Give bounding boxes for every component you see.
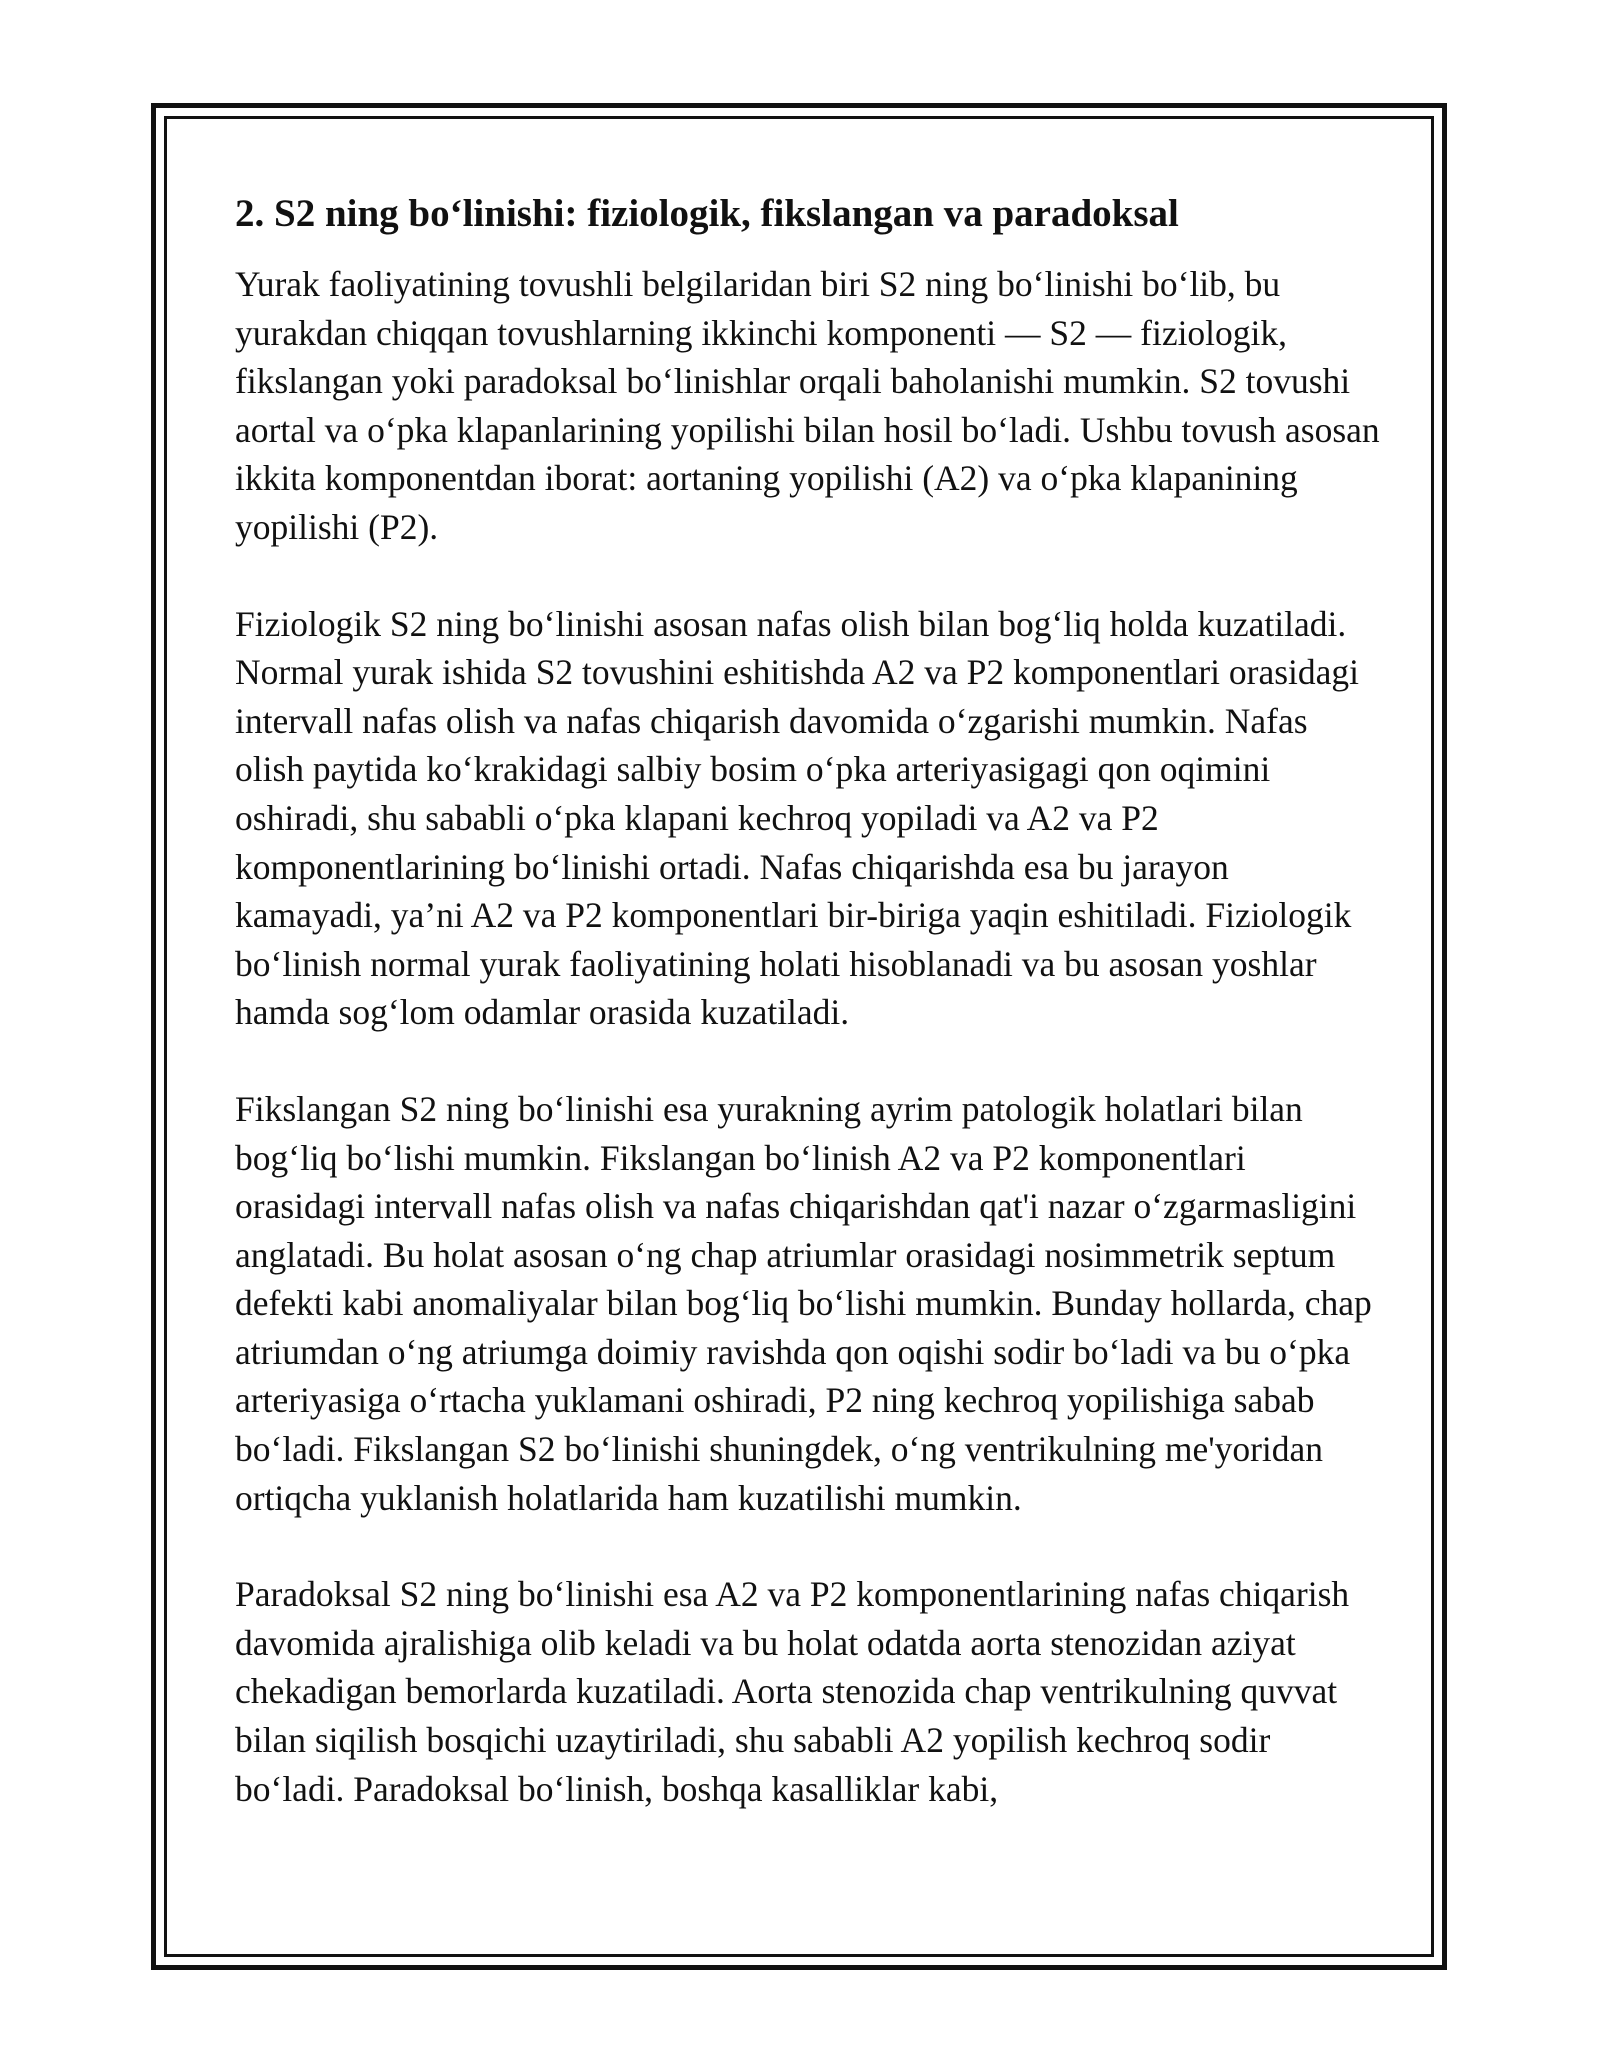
paragraph-paradoxical-split: Paradoksal S2 ning bo‘linishi esa A2 va P2 komponentlarining nafas chiqarish davomida ajralishiga olib keladi va bu holat odatda aorta stenozidan aziyat chekadigan bemorlarda kuzatiladi. Aorta stenozida chap ventrikulning quvvat bilan siqilish bosqichi uzaytiriladi, shu sababli A2 yopilish kechroq sodir bo‘ladi. Paradoksal bo‘linish, boshqa kasalliklar kabi, (235, 1574, 1350, 1809)
section-heading: 2. S2 ning bo‘linishi: fiziologik, fikslangan va paradoksal (235, 192, 1179, 235)
paragraph-intro: Yurak faoliyatining tovushli belgilaridan biri S2 ning bo‘linishi bo‘lib, bu yurakdan chiqqan tovushlarning ikkinchi komponenti — S2 — fiziologik, fikslangan yoki paradoksal bo‘linishlar orqali baholanishi mumkin. S2 tovushi aortal va o‘pka klapanlarining yopilishi bilan hosil bo‘ladi. Ushbu tovush asosan ikkita komponentdan iborat: aortaning yopilishi (A2) va o‘pka klapanining yopilishi (P2). (235, 264, 1380, 547)
document-body (235, 188, 1380, 1861)
paragraph-physiological-split: Fiziologik S2 ning bo‘linishi asosan nafas olish bilan bog‘liq holda kuzatiladi. Normal yurak ishida S2 tovushini eshitishda A2 va P2 komponentlari orasidagi intervall nafas olish va nafas chiqarish davomida o‘zgarishi mumkin. Nafas olish paytida ko‘krakidagi salbiy bosim o‘pka arteriyasigagi qon oqimini oshiradi, shu sababli o‘pka klapani kechroq yopiladi va A2 va P2 komponentlarining bo‘linishi ortadi. Nafas chiqarishda esa bu jarayon kamayadi, ya’ni A2 va P2 komponentlari bir-biriga yaqin eshitiladi. Fiziologik bo‘linish normal yurak faoliyatining holati hisoblanadi va bu asosan yoshlar hamda sog‘lom odamlar orasida kuzatiladi. (235, 603, 1360, 1033)
paragraph-fixed-split: Fikslangan S2 ning bo‘linishi esa yurakning ayrim patologik holatlari bilan bog‘liq bo‘lishi mumkin. Fikslangan bo‘linish A2 va P2 komponentlari orasidagi intervall nafas olish va nafas chiqarishdan qat'i nazar o‘zgarmasligini anglatadi. Bu holat asosan o‘ng chap atriumlar orasidagi nosimmetrik septum defekti kabi anomaliyalar bilan bog‘liq bo‘lishi mumkin. Bunday hollarda, chap atriumdan o‘ng atriumga doimiy ravishda qon oqishi sodir bo‘ladi va bu o‘pka arteriyasiga o‘rtacha yuklamani oshiradi, P2 ning kechroq yopilishiga sabab bo‘ladi. Fikslangan S2 bo‘linishi shuningdek, o‘ng ventrikulning me'yoridan ortiqcha yuklanish holatlarida ham kuzatilishi mumkin. (235, 1088, 1372, 1518)
